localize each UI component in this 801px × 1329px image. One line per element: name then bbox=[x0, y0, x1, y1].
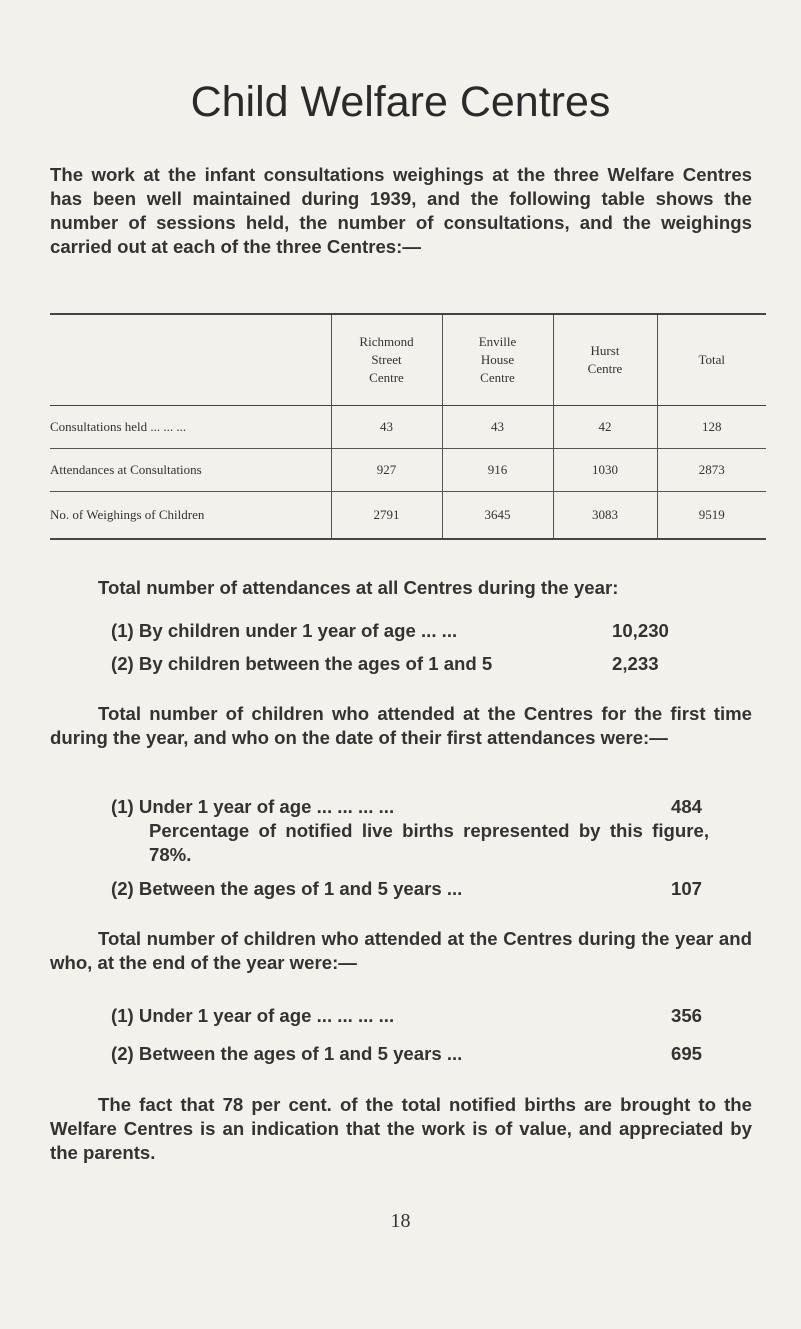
header-line: Street bbox=[371, 352, 402, 367]
cell-total: 128 bbox=[657, 406, 766, 449]
section1-item2 bbox=[111, 652, 492, 676]
header-total bbox=[657, 314, 766, 406]
section2-item2-value: 107 bbox=[671, 878, 703, 899]
row-label: Attendances at Consultations bbox=[50, 449, 331, 492]
centres-table bbox=[50, 313, 766, 540]
section1-item2-text: (2) By children between the ages of 1 and 5 bbox=[111, 653, 493, 674]
table-row bbox=[50, 492, 766, 540]
header-blank bbox=[50, 314, 331, 406]
header-enville bbox=[442, 314, 553, 406]
table-row bbox=[50, 406, 766, 449]
header-hurst bbox=[553, 314, 657, 406]
conclusion-paragraph: The fact that 78 per cent. of the total notified births are brought to the Welfare Centres is an indication that the work is of value, and appreciated by the parents. bbox=[50, 1094, 752, 1163]
section2-item2-text: (2) Between the ages of 1 and 5 years ... bbox=[111, 878, 463, 899]
cell-richmond: 927 bbox=[331, 449, 442, 492]
cell-total: 2873 bbox=[657, 449, 766, 492]
table-header-row bbox=[50, 314, 766, 406]
section1-item2-value: 2,233 bbox=[612, 653, 659, 674]
cell-richmond: 2791 bbox=[331, 492, 442, 540]
section1-item1 bbox=[111, 619, 457, 643]
section1-item1-value: 10,230 bbox=[612, 620, 669, 641]
row-label: Consultations held ... ... ... bbox=[50, 406, 331, 449]
cell-hurst: 3083 bbox=[553, 492, 657, 540]
page-title: Child Welfare Centres bbox=[190, 78, 611, 126]
header-line: Enville bbox=[478, 334, 517, 349]
row-label: No. of Weighings of Children bbox=[50, 492, 331, 540]
header-line: Richmond bbox=[359, 334, 414, 349]
cell-hurst: 1030 bbox=[553, 449, 657, 492]
section1-heading: Total number of attendances at all Centres during the year: bbox=[98, 577, 619, 598]
header-richmond bbox=[331, 314, 442, 406]
section3-item1-text: (1) Under 1 year of age ... ... ... ... bbox=[111, 1005, 395, 1026]
section2-item1-text: (1) Under 1 year of age ... ... ... ... bbox=[111, 796, 395, 817]
header-line: Centre bbox=[587, 361, 623, 376]
section2-item1-value: 484 bbox=[671, 796, 703, 817]
cell-enville: 3645 bbox=[442, 492, 553, 540]
section1-item1-text: (1) By children under 1 year of age ... ... bbox=[111, 620, 458, 641]
section3-intro: Total number of children who attended at the Centres during the year and who, at the end of the year were:— bbox=[50, 928, 752, 973]
header-line: Hurst bbox=[590, 343, 620, 358]
section3-item2-value: 695 bbox=[671, 1043, 703, 1064]
header-line: House bbox=[480, 352, 515, 367]
cell-hurst: 42 bbox=[553, 406, 657, 449]
section2-item1-note: Percentage of notified live births represented by this figure, 78%. bbox=[149, 820, 709, 865]
table-row bbox=[50, 449, 766, 492]
cell-enville: 43 bbox=[442, 406, 553, 449]
header-line: Centre bbox=[369, 370, 404, 385]
intro-paragraph: The work at the infant consultations weighings at the three Welfare Centres has been well maintained during 1939, and the following table shows the number of sessions held, the number of consultations, and the weighings carried out at each of the three Centres:— bbox=[50, 164, 752, 257]
section3-item1-value: 356 bbox=[671, 1005, 703, 1026]
cell-enville: 916 bbox=[442, 449, 553, 492]
header-line: Total bbox=[698, 352, 726, 367]
header-line: Centre bbox=[480, 370, 515, 385]
cell-richmond: 43 bbox=[331, 406, 442, 449]
section3-item2-text: (2) Between the ages of 1 and 5 years ... bbox=[111, 1043, 463, 1064]
section2-intro: Total number of children who attended at the Centres for the first time during the year, and who on the date of their first attendances were:— bbox=[50, 703, 752, 748]
cell-total: 9519 bbox=[657, 492, 766, 540]
page-number: 18 bbox=[390, 1210, 411, 1232]
